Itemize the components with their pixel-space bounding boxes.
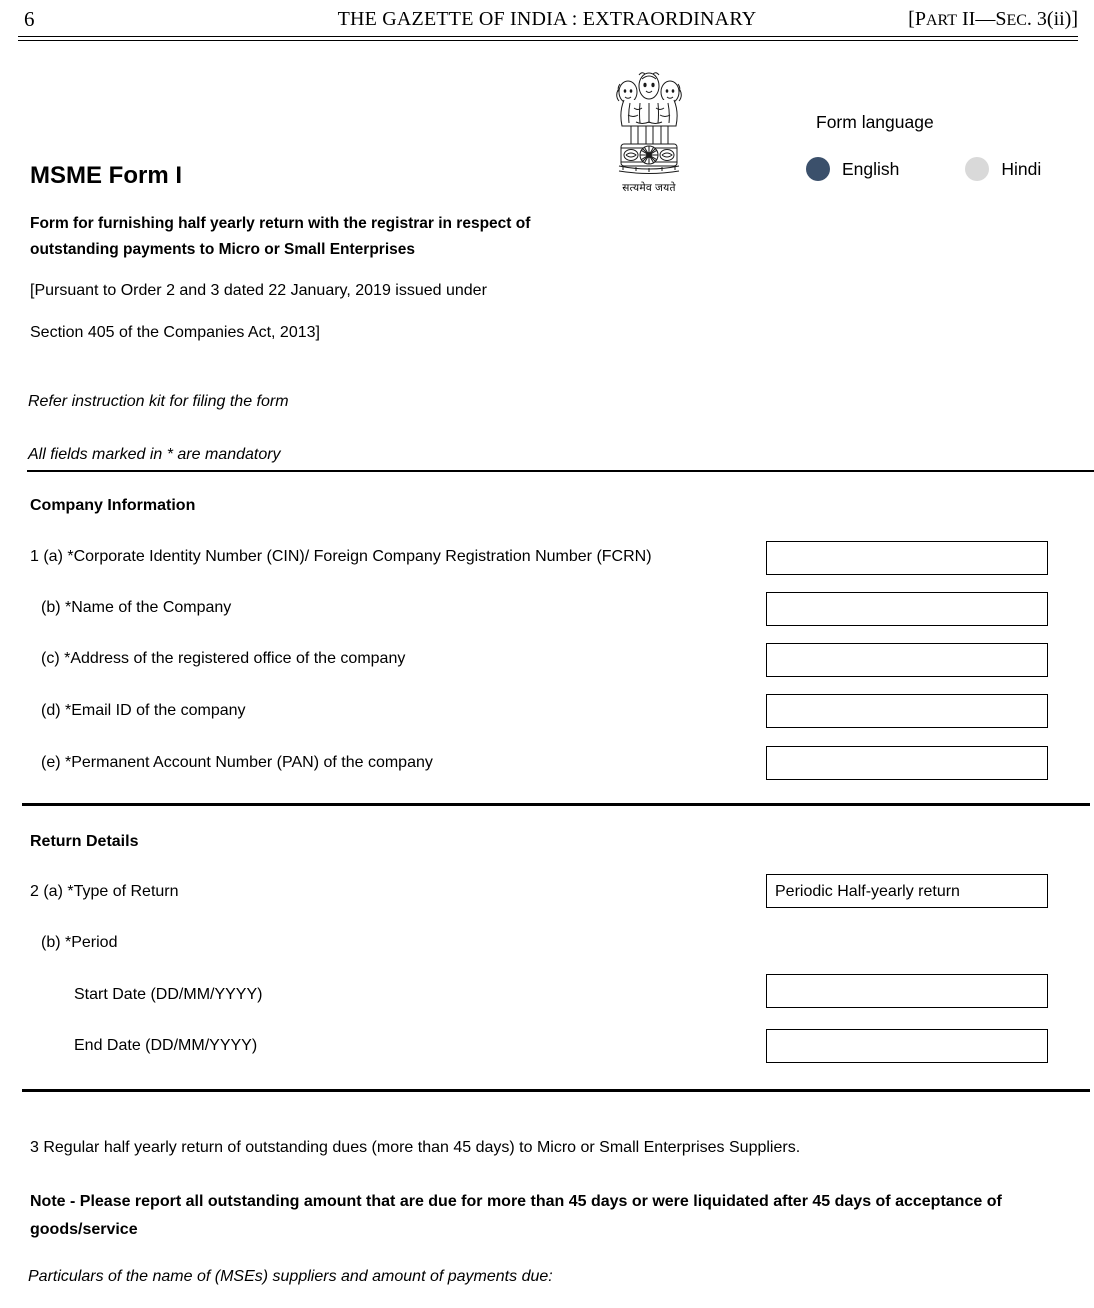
header-double-rule <box>18 36 1078 41</box>
national-emblem <box>606 70 692 196</box>
input-registered-office-address-value <box>767 644 1047 649</box>
language-option-english-label: English <box>842 159 900 179</box>
label-period: (b) *Period <box>41 934 118 951</box>
gazette-title: THE GAZETTE OF INDIA : EXTRAORDINARY <box>337 8 757 30</box>
input-type-of-return[interactable] <box>766 874 1048 908</box>
note-outstanding-amount: Note - Please report all outstanding amount that are due for more than 45 days or were liquidated after 45 days of acceptance of goods/service <box>30 1193 1002 1238</box>
radio-hindi-icon[interactable] <box>965 157 989 181</box>
input-company-name-value <box>767 593 1047 598</box>
mandatory-fields-note: All fields marked in * are mandatory <box>28 446 281 463</box>
input-company-email-id-value <box>767 695 1047 700</box>
label-company-name: (b) *Name of the Company <box>41 599 232 616</box>
divider-above-company-information <box>27 470 1094 472</box>
input-company-email-id[interactable] <box>766 694 1048 728</box>
form-title: MSME Form I <box>30 162 183 189</box>
section-heading-return-details: Return Details <box>30 833 139 850</box>
form-language-label: Form language <box>816 112 934 132</box>
input-corporate-identity-number-value <box>767 542 1047 547</box>
refer-instruction-kit-note: Refer instruction kit for filing the form <box>28 393 289 410</box>
input-start-date[interactable] <box>766 974 1048 1008</box>
input-start-date-value <box>767 975 1047 980</box>
header-rule-bottom <box>18 40 1078 41</box>
label-registered-office-address: (c) *Address of the registered office of the company <box>41 650 406 667</box>
part-mid: II—S <box>957 8 1007 30</box>
label-corporate-identity-number: 1 (a) *Corporate Identity Number (CIN)/ Foreign Company Registration Number (FCRN) <box>30 548 652 565</box>
pursuant-line-1: [Pursuant to Order 2 and 3 dated 22 January, 2019 issued under <box>30 282 487 299</box>
input-registered-office-address[interactable] <box>766 643 1048 677</box>
header-rule-top <box>18 36 1078 37</box>
lion-capital-icon <box>606 70 692 182</box>
language-option-english[interactable] <box>806 157 899 181</box>
gazette-part-reference <box>908 6 1078 34</box>
input-company-pan-value <box>767 747 1047 752</box>
label-type-of-return: 2 (a) *Type of Return <box>30 883 179 900</box>
emblem-motto: सत्यमेव जयते <box>622 183 676 194</box>
section-heading-company-information: Company Information <box>30 497 196 514</box>
input-corporate-identity-number[interactable] <box>766 541 1048 575</box>
pursuant-line-2: Section 405 of the Companies Act, 2013] <box>30 324 320 341</box>
page-number: 6 <box>24 7 35 31</box>
part-suffix: . 3(ii)] <box>1026 8 1078 30</box>
input-type-of-return-value: Periodic Half-yearly return <box>775 883 960 900</box>
language-option-hindi-label: Hindi <box>1001 159 1042 179</box>
label-start-date: Start Date (DD/MM/YYYY) <box>74 986 263 1003</box>
particulars-heading: Particulars of the name of (MSEs) suppliers and amount of payments due: <box>28 1268 553 1285</box>
label-company-email-id: (d) *Email ID of the company <box>41 702 246 719</box>
divider-above-return-details <box>22 803 1090 806</box>
form-subtitle: Form for furnishing half yearly return with the registrar in respect of outstanding payments to Micro or Small Enterprises <box>30 215 531 258</box>
part-sec: EC <box>1006 12 1027 29</box>
input-end-date[interactable] <box>766 1029 1048 1063</box>
gazette-running-header <box>0 0 1094 44</box>
form-language-options <box>806 157 1041 181</box>
label-company-pan: (e) *Permanent Account Number (PAN) of the company <box>41 754 433 771</box>
part-prefix: [P <box>908 8 926 30</box>
part-main: ART <box>925 12 957 29</box>
input-company-name[interactable] <box>766 592 1048 626</box>
radio-english-icon[interactable] <box>806 157 830 181</box>
divider-below-return-details <box>22 1089 1090 1092</box>
input-end-date-value <box>767 1030 1047 1035</box>
input-company-pan[interactable] <box>766 746 1048 780</box>
label-end-date: End Date (DD/MM/YYYY) <box>74 1037 258 1054</box>
language-option-hindi[interactable] <box>965 157 1041 181</box>
paragraph-regular-half-yearly-return: 3 Regular half yearly return of outstanding dues (more than 45 days) to Micro or Small Enterprises Suppliers. <box>30 1139 801 1156</box>
